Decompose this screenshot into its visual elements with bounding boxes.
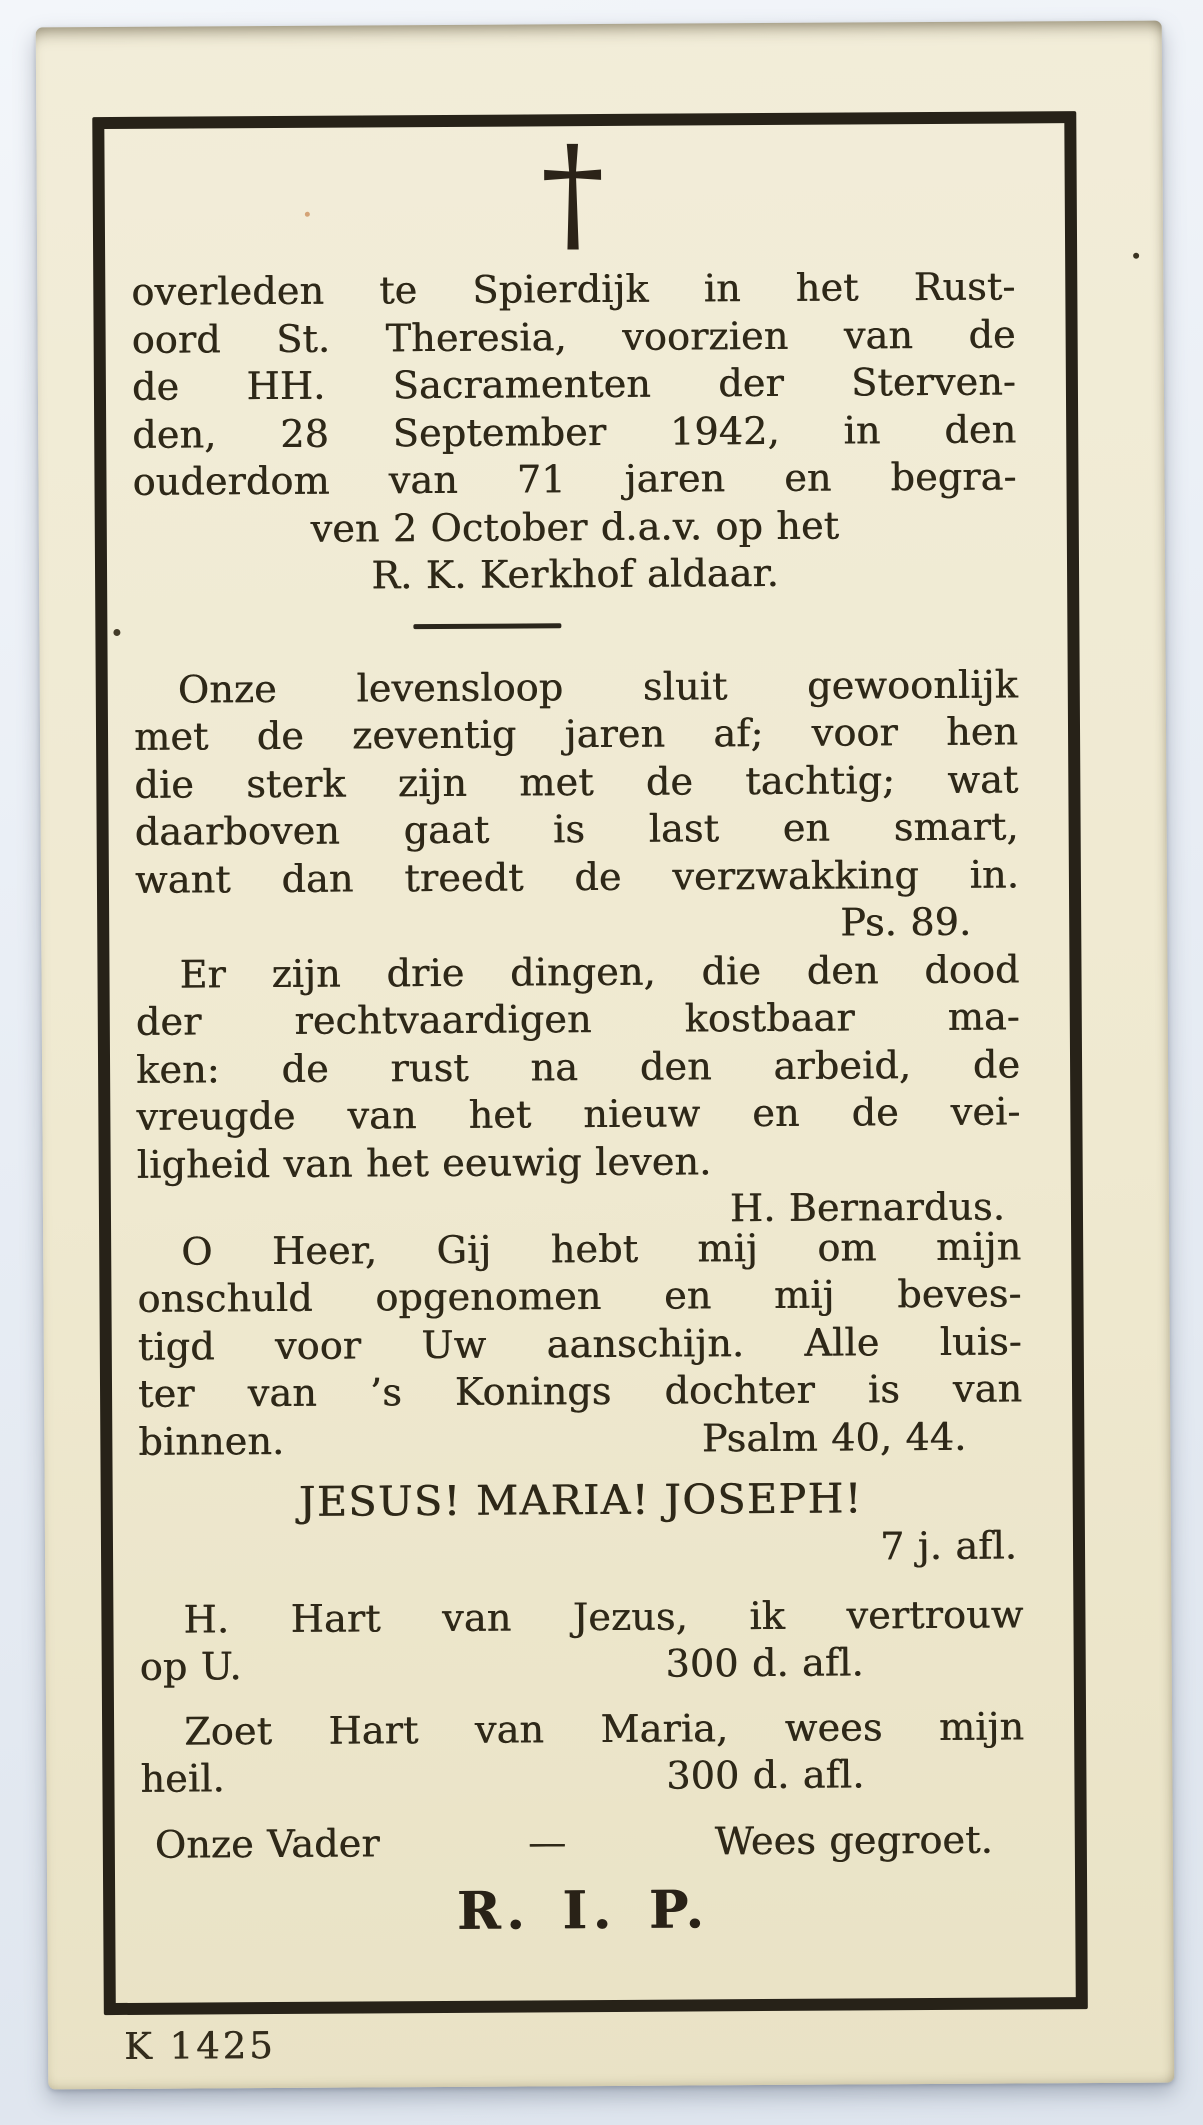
text-line: die sterk zijn met de tachtig; wat [134, 756, 1019, 807]
text-line: den, 28 September 1942, in den [132, 406, 1017, 457]
text-line: H. Hart van Jezus, ik vertrouw [183, 1591, 1024, 1642]
rip-inscription: R. I. P. [456, 1879, 710, 1942]
text-line: ligheid van het eeuwig leven. [136, 1138, 712, 1187]
prayer-last-words: heil. [140, 1756, 225, 1801]
text-line: Zoet Hart van Maria, wees mijn [183, 1703, 1025, 1754]
invocation-jesus-maria-joseph: JESUS! MARIA! JOSEPH! [298, 1474, 863, 1526]
text-line: overleden te Spierdijk in het Rust- [131, 264, 1016, 314]
text-line: ven 2 October d.a.v. op het [310, 503, 840, 551]
prayer-sacred-heart-jesus [139, 1591, 1024, 1691]
text-line: vreugde van het nieuw en de vei- [136, 1089, 1021, 1139]
printed-border-frame [92, 111, 1088, 2015]
quote-attribution: Psalm 40, 44. [701, 1414, 967, 1460]
paper-stain [305, 212, 310, 217]
text-line [138, 1413, 1022, 1466]
text-line [140, 1750, 1024, 1803]
quote-attribution: Ps. 89. [840, 899, 972, 945]
prayer-sweet-heart-maria [140, 1703, 1025, 1803]
memorial-card [36, 21, 1175, 2090]
text-line: ken: de rust na den arbeid, de [135, 1041, 1021, 1092]
text-line: onschuld opgenomen en mij beves- [137, 1271, 1022, 1321]
text-line: daarboven gaat is last en smart, [134, 804, 1019, 854]
closing-right: Wees gegroet. [714, 1817, 993, 1863]
indulgence-note: 7 j. afl. [879, 1523, 1018, 1569]
indulgence-note: 300 d. afl. [666, 1752, 865, 1798]
quote-psalm-89 [134, 661, 1020, 951]
text-line: der rechtvaardigen kostbaar ma- [135, 994, 1020, 1044]
text-line: tigd voor Uw aanschijn. Alle luis- [137, 1318, 1022, 1369]
quote-attribution: H. Bernardus. [729, 1184, 1006, 1231]
quote-bernardus [135, 946, 1021, 1236]
text-line [140, 1638, 1024, 1691]
text-line: want dan treedt de verzwakking in. [134, 851, 1020, 902]
text-line: ter van ’s Konings dochter is van [137, 1366, 1023, 1416]
printer-imprint: K 1425 [123, 2024, 276, 2068]
ink-speck [113, 629, 120, 636]
text-line: Onze levensloop sluit gewoonlijk [177, 661, 1018, 712]
indulgence-note: 300 d. afl. [665, 1640, 864, 1686]
prayer-last-words: op U. [139, 1644, 242, 1689]
closing-left: Onze Vader [154, 1820, 380, 1867]
text-line: met de zeventig jaren af; voor hen [133, 709, 1019, 759]
cross-icon: † [540, 118, 606, 269]
text-line: Er zijn drie dingen, die den dood [179, 946, 1020, 997]
text-line: de HH. Sacramenten der Sterven- [131, 359, 1017, 409]
section-divider [413, 623, 561, 629]
text-line: ouderdom van 71 jaren en begra- [132, 454, 1017, 504]
text-line: oord St. Theresia, voorzien van de [131, 311, 1016, 362]
quote-last-word: binnen. [138, 1418, 285, 1464]
text-line: O Heer, Gij hebt mij om mijn [181, 1223, 1022, 1274]
closing-prayers-line [141, 1816, 1025, 1869]
dash-separator: — [527, 1819, 567, 1864]
card-content [104, 118, 1075, 2003]
ink-speck [1133, 253, 1139, 259]
obituary-paragraph [131, 263, 1017, 601]
quote-psalm-40 [137, 1223, 1022, 1466]
text-line: R. K. Kerkhof aldaar. [371, 550, 779, 598]
